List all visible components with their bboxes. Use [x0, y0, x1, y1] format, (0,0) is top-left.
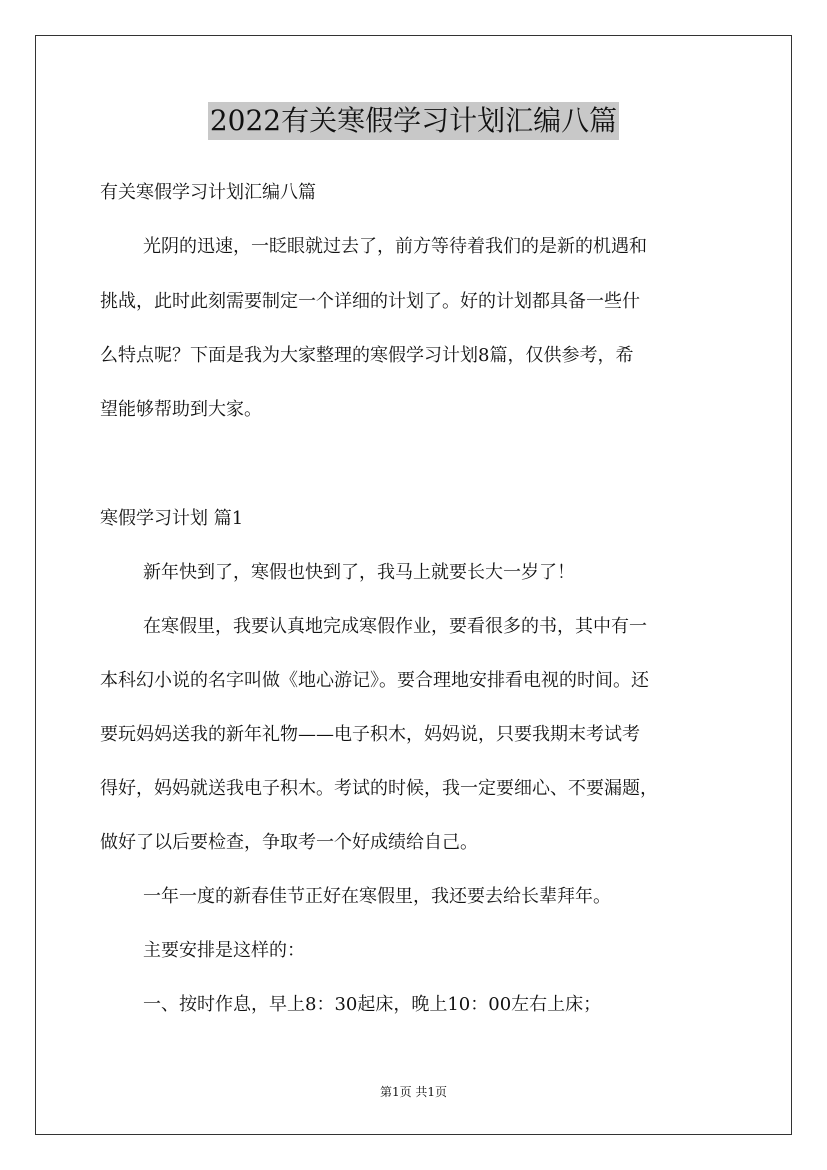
body-line-2: 在寒假里，我要认真地完成寒假作业，要看很多的书，其中有一	[143, 616, 647, 637]
title-container	[0, 102, 827, 140]
intro-line-3: 么特点呢？下面是我为大家整理的寒假学习计划8篇，仅供参考，希	[100, 345, 634, 366]
subtitle: 有关寒假学习计划汇编八篇	[100, 182, 316, 203]
body-line-3: 本科幻小说的名字叫做《地心游记》。要合理地安排看电视的时间。还	[100, 670, 649, 691]
body-line-9: 一、按时作息，早上8：30起床，晚上10：00左右上床；	[143, 994, 602, 1015]
body-line-8: 主要安排是这样的：	[143, 940, 305, 961]
body-line-1: 新年快到了，寒假也快到了，我马上就要长大一岁了！	[143, 562, 575, 583]
body-line-5: 得好，妈妈就送我电子积木。考试的时候，我一定要细心、不要漏题，	[100, 778, 658, 799]
intro-line-4: 望能够帮助到大家。	[100, 399, 262, 420]
section-heading: 寒假学习计划 篇1	[100, 508, 244, 529]
body-line-4: 要玩妈妈送我的新年礼物——电子积木，妈妈说，只要我期末考试考	[100, 724, 640, 745]
body-line-7: 一年一度的新春佳节正好在寒假里，我还要去给长辈拜年。	[143, 886, 611, 907]
intro-line-2: 挑战，此时此刻需要制定一个详细的计划了。好的计划都具备一些什	[100, 291, 640, 312]
body-line-6: 做好了以后要检查，争取考一个好成绩给自己。	[100, 832, 478, 853]
intro-line-1: 光阴的迅速，一眨眼就过去了，前方等待着我们的是新的机遇和	[143, 236, 647, 257]
page-footer: 第1页 共1页	[379, 1085, 448, 1099]
document-title: 2022有关寒假学习计划汇编八篇	[208, 102, 619, 140]
